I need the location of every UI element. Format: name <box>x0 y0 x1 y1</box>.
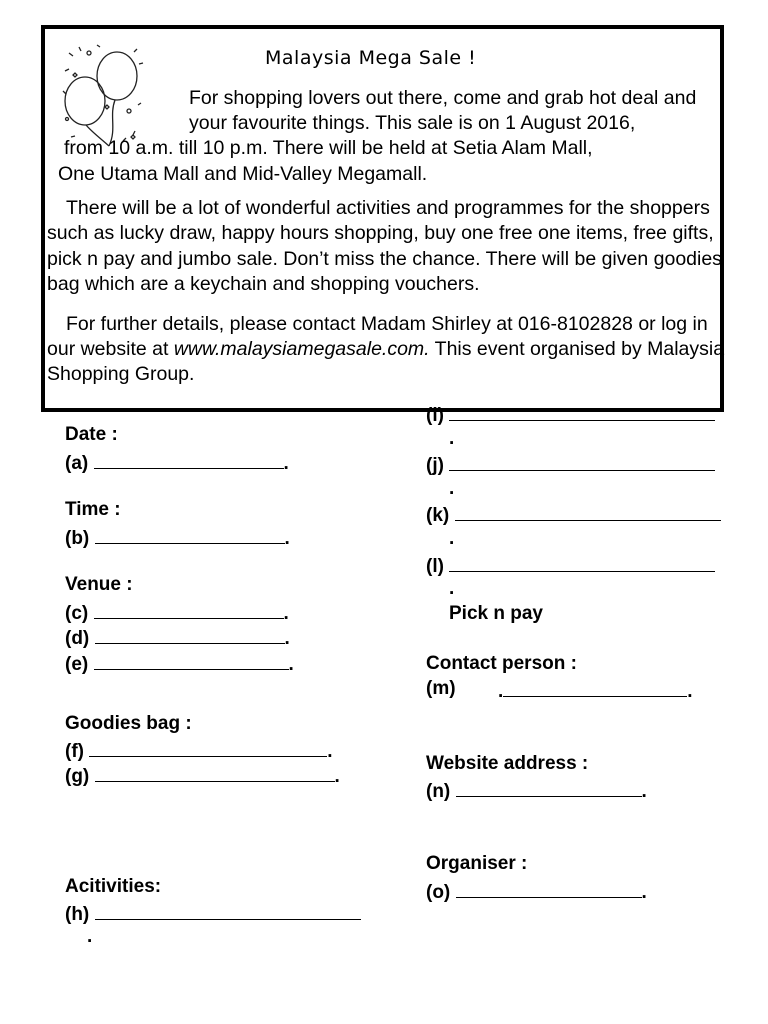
answer-field-m[interactable]: . . <box>498 678 693 703</box>
notice-box <box>41 25 724 412</box>
answer-field-j[interactable]: (j) <box>426 452 715 477</box>
answer-field-b[interactable]: (b) . <box>65 525 290 550</box>
answer-field-e[interactable]: (e) . <box>65 651 294 676</box>
answer-field-g[interactable]: (g) . <box>65 763 340 788</box>
venue-label: Venue : <box>65 574 133 595</box>
notice-text: Shopping Group. <box>47 363 195 385</box>
answer-field-k[interactable]: (k) <box>426 502 721 527</box>
notice-text: For shopping lovers out there, come and grab hot deal and <box>189 87 697 109</box>
date-label: Date : <box>65 424 118 445</box>
notice-text: from 10 a.m. till 10 p.m. There will be held at Setia Alam Mall, <box>64 137 593 159</box>
answer-field-n[interactable]: (n) . <box>426 778 647 803</box>
contact-person-label: Contact person : <box>426 653 577 674</box>
website-address-label: Website address : <box>426 753 589 774</box>
answer-field-j-end: . <box>449 478 455 499</box>
answer-field-l[interactable]: (l) <box>426 553 715 578</box>
notice-text: your favourite things. This sale is on 1 August 2016, <box>189 112 636 134</box>
goodies-label: Goodies bag : <box>65 713 192 734</box>
organiser-label: Organiser : <box>426 853 528 874</box>
notice-text: For further details, please contact Madam Shirley at 016-8102828 or log in <box>66 313 708 335</box>
balloons-icon <box>59 41 149 151</box>
website-url: www.malaysiamegasale.com. <box>173 338 430 360</box>
answer-field-a[interactable]: (a) . <box>65 450 289 475</box>
answer-field-i[interactable]: (i) <box>426 402 715 427</box>
notice-text: There will be a lot of wonderful activities and programmes for the shoppers <box>66 197 710 219</box>
notice-text: bag which are a keychain and shopping vouchers. <box>47 273 480 295</box>
answer-field-f[interactable]: (f) . <box>65 738 333 763</box>
answer-field-l-end: . <box>449 578 455 599</box>
answer-field-m-label: (m) <box>426 678 456 699</box>
notice-text: our website at www.malaysiamegasale.com. This event organised by Malaysia <box>47 338 725 360</box>
answer-field-i-end: . <box>449 428 455 449</box>
answer-field-o[interactable]: (o) . <box>426 879 647 904</box>
notice-text: One Utama Mall and Mid-Valley Megamall. <box>58 163 428 185</box>
time-label: Time : <box>65 499 121 520</box>
pick-n-pay-label: Pick n pay <box>449 603 543 624</box>
activities-label: Acitivities: <box>65 876 162 897</box>
answer-field-k-end: . <box>449 528 455 549</box>
notice-text: such as lucky draw, happy hours shopping, buy one free one items, free gifts, <box>47 222 714 244</box>
answer-field-d[interactable]: (d) . <box>65 625 290 650</box>
answer-field-c[interactable]: (c) . <box>65 600 289 625</box>
notice-text: pick n pay and jumbo sale. Don’t miss the chance. There will be given goodies <box>47 248 722 270</box>
answer-field-h[interactable]: (h) <box>65 901 361 926</box>
answer-field-h-end: . <box>87 926 93 947</box>
notice-title: Malaysia Mega Sale ! <box>265 47 477 69</box>
